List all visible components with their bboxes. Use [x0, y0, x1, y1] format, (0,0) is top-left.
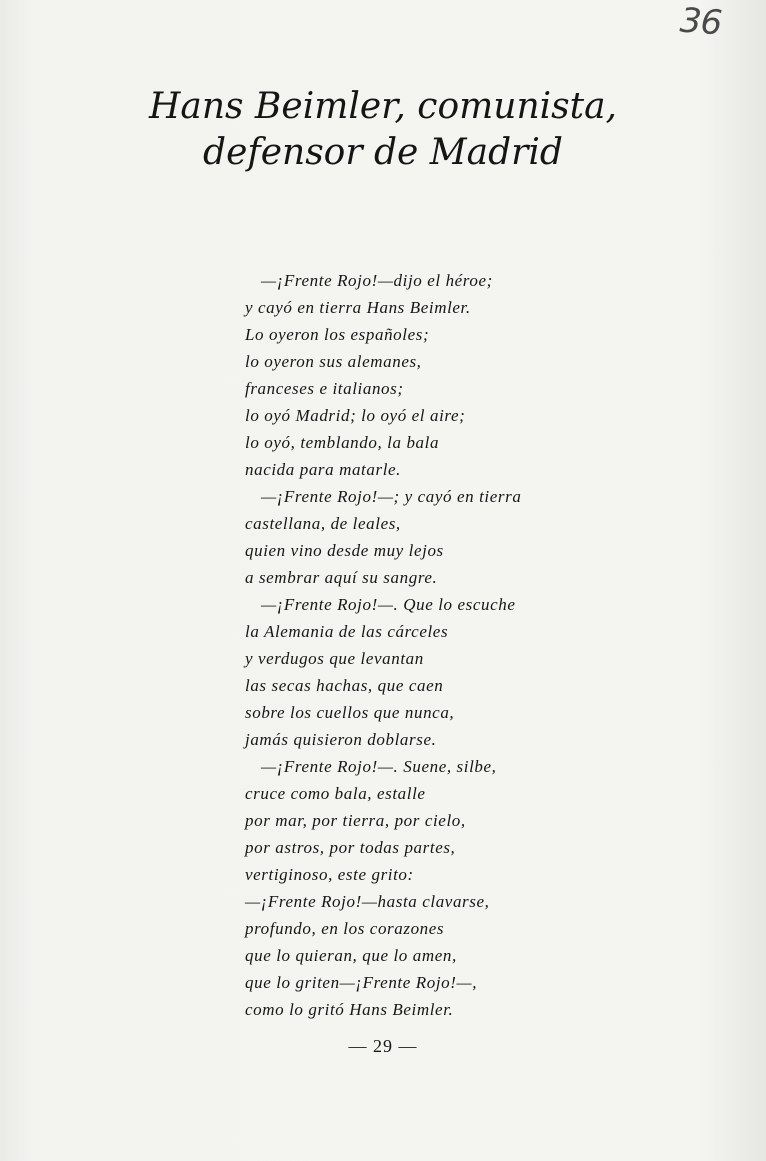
poem-line: —¡Frente Rojo!—. Suene, silbe,	[261, 757, 497, 776]
poem-body	[245, 267, 625, 1023]
poem-line: sobre los cuellos que nunca,	[245, 703, 455, 722]
poem-line: lo oyeron sus alemanes,	[245, 352, 422, 371]
poem-line: lo oyó Madrid; lo oyó el aire;	[245, 406, 466, 425]
poem-line: —¡Frente Rojo!—; y cayó en tierra	[261, 487, 522, 506]
poem-line: por astros, por todas partes,	[245, 838, 456, 857]
poem-line: quien vino desde muy lejos	[245, 541, 444, 560]
poem-line: franceses e italianos;	[245, 379, 404, 398]
poem-line: como lo gritó Hans Beimler.	[245, 1000, 454, 1019]
poem-title	[0, 84, 766, 176]
poem-line: Lo oyeron los españoles;	[245, 325, 430, 344]
poem-line: las secas hachas, que caen	[245, 676, 444, 695]
page-number: — 29 —	[348, 1036, 418, 1056]
poem-title-line-1: Hans Beimler, comunista,	[148, 86, 618, 127]
poem-line: —¡Frente Rojo!—hasta clavarse,	[245, 892, 490, 911]
poem-line: lo oyó, temblando, la bala	[245, 433, 440, 452]
poem-line: —¡Frente Rojo!—dijo el héroe;	[261, 271, 493, 290]
poem-line: nacida para matarle.	[245, 460, 402, 479]
poem-line: jamás quisieron doblarse.	[245, 730, 437, 749]
poem-line: cruce como bala, estalle	[245, 784, 426, 803]
poem-line: a sembrar aquí su sangre.	[245, 568, 438, 587]
poem-line: que lo quieran, que lo amen,	[245, 946, 457, 965]
poem-line: y verdugos que levantan	[245, 649, 424, 668]
poem-line: por mar, por tierra, por cielo,	[245, 811, 466, 830]
poem-line: profundo, en los corazones	[245, 919, 445, 938]
poem-line: castellana, de leales,	[245, 514, 401, 533]
poem-line: y cayó en tierra Hans Beimler.	[245, 298, 471, 317]
poem-line: que lo griten—¡Frente Rojo!—,	[245, 973, 478, 992]
poem-line: la Alemania de las cárceles	[245, 622, 449, 641]
poem-line: —¡Frente Rojo!—. Que lo escuche	[261, 595, 516, 614]
poem-title-line-2: defensor de Madrid	[203, 132, 563, 173]
poem-line: vertiginoso, este grito:	[245, 865, 414, 884]
handwritten-archive-number: 36	[678, 0, 723, 44]
